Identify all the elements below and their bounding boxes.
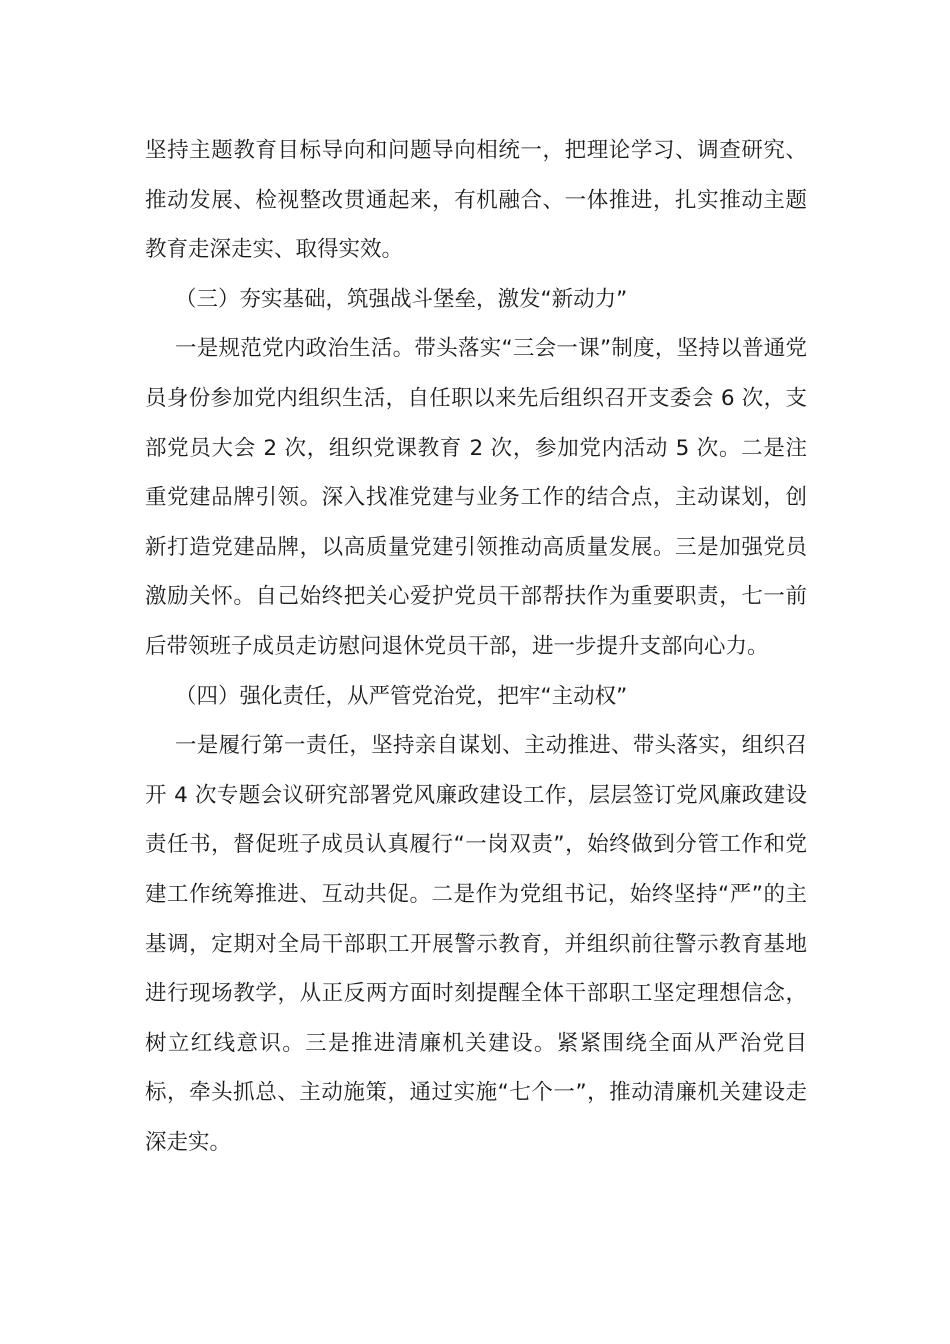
paragraph-continuation: 坚持主题教育目标导向和问题导向相统一，把理论学习、调查研究、推动发展、检视整改贯通起来，有机融合、一体推进，扎实推动主题教育走深走实、取得实效。: [145, 138, 807, 263]
paragraph-section-4: 一是履行第一责任，坚持亲自谋划、主动推进、带头落实，组织召开 4 次专题会议研究部署党风廉政建设工作，层层签订党风廉政建设责任书，督促班子成员认真履行“一岗双责”，始终做到分管工作和党建工作统筹推进、互动共促。二是作为党组书记，始终坚持“严”的主基调，定期对全局干部职工开展警示教育，并组织前往警示教育基地进行现场教学，从正反两方面时刻提醒全体干部职工坚定理想信念，树立红线意识。三是推进清廉机关建设。紧紧围绕全面从严治党目标，牵头抓总、主动施策，通过实施“七个一”，推动清廉机关建设走深走实。: [145, 733, 807, 1155]
document-body: [145, 126, 807, 1167]
section-heading-3: （三）夯实基础，筑强战斗堡垒，激发“新动力”: [175, 286, 628, 312]
section-heading-4: （四）强化责任，从严管党治党，把牢“主动权”: [175, 683, 628, 709]
paragraph-section-3: 一是规范党内政治生活。带头落实“三会一课”制度，坚持以普通党员身份参加党内组织生活，自任职以来先后组织召开支委会 6 次，支部党员大会 2 次，组织党课教育 2 次，参加党内活动 5 次。二是注重党建品牌引领。深入找准党建与业务工作的结合点，主动谋划，创新打造党建品牌，以高质量党建引领推动高质量发展。三是加强党员激励关怀。自己始终把关心爱护党员干部帮扶作为重要职责，七一前后带领班子成员走访慰问退休党员干部，进一步提升支部向心力。: [145, 336, 807, 659]
